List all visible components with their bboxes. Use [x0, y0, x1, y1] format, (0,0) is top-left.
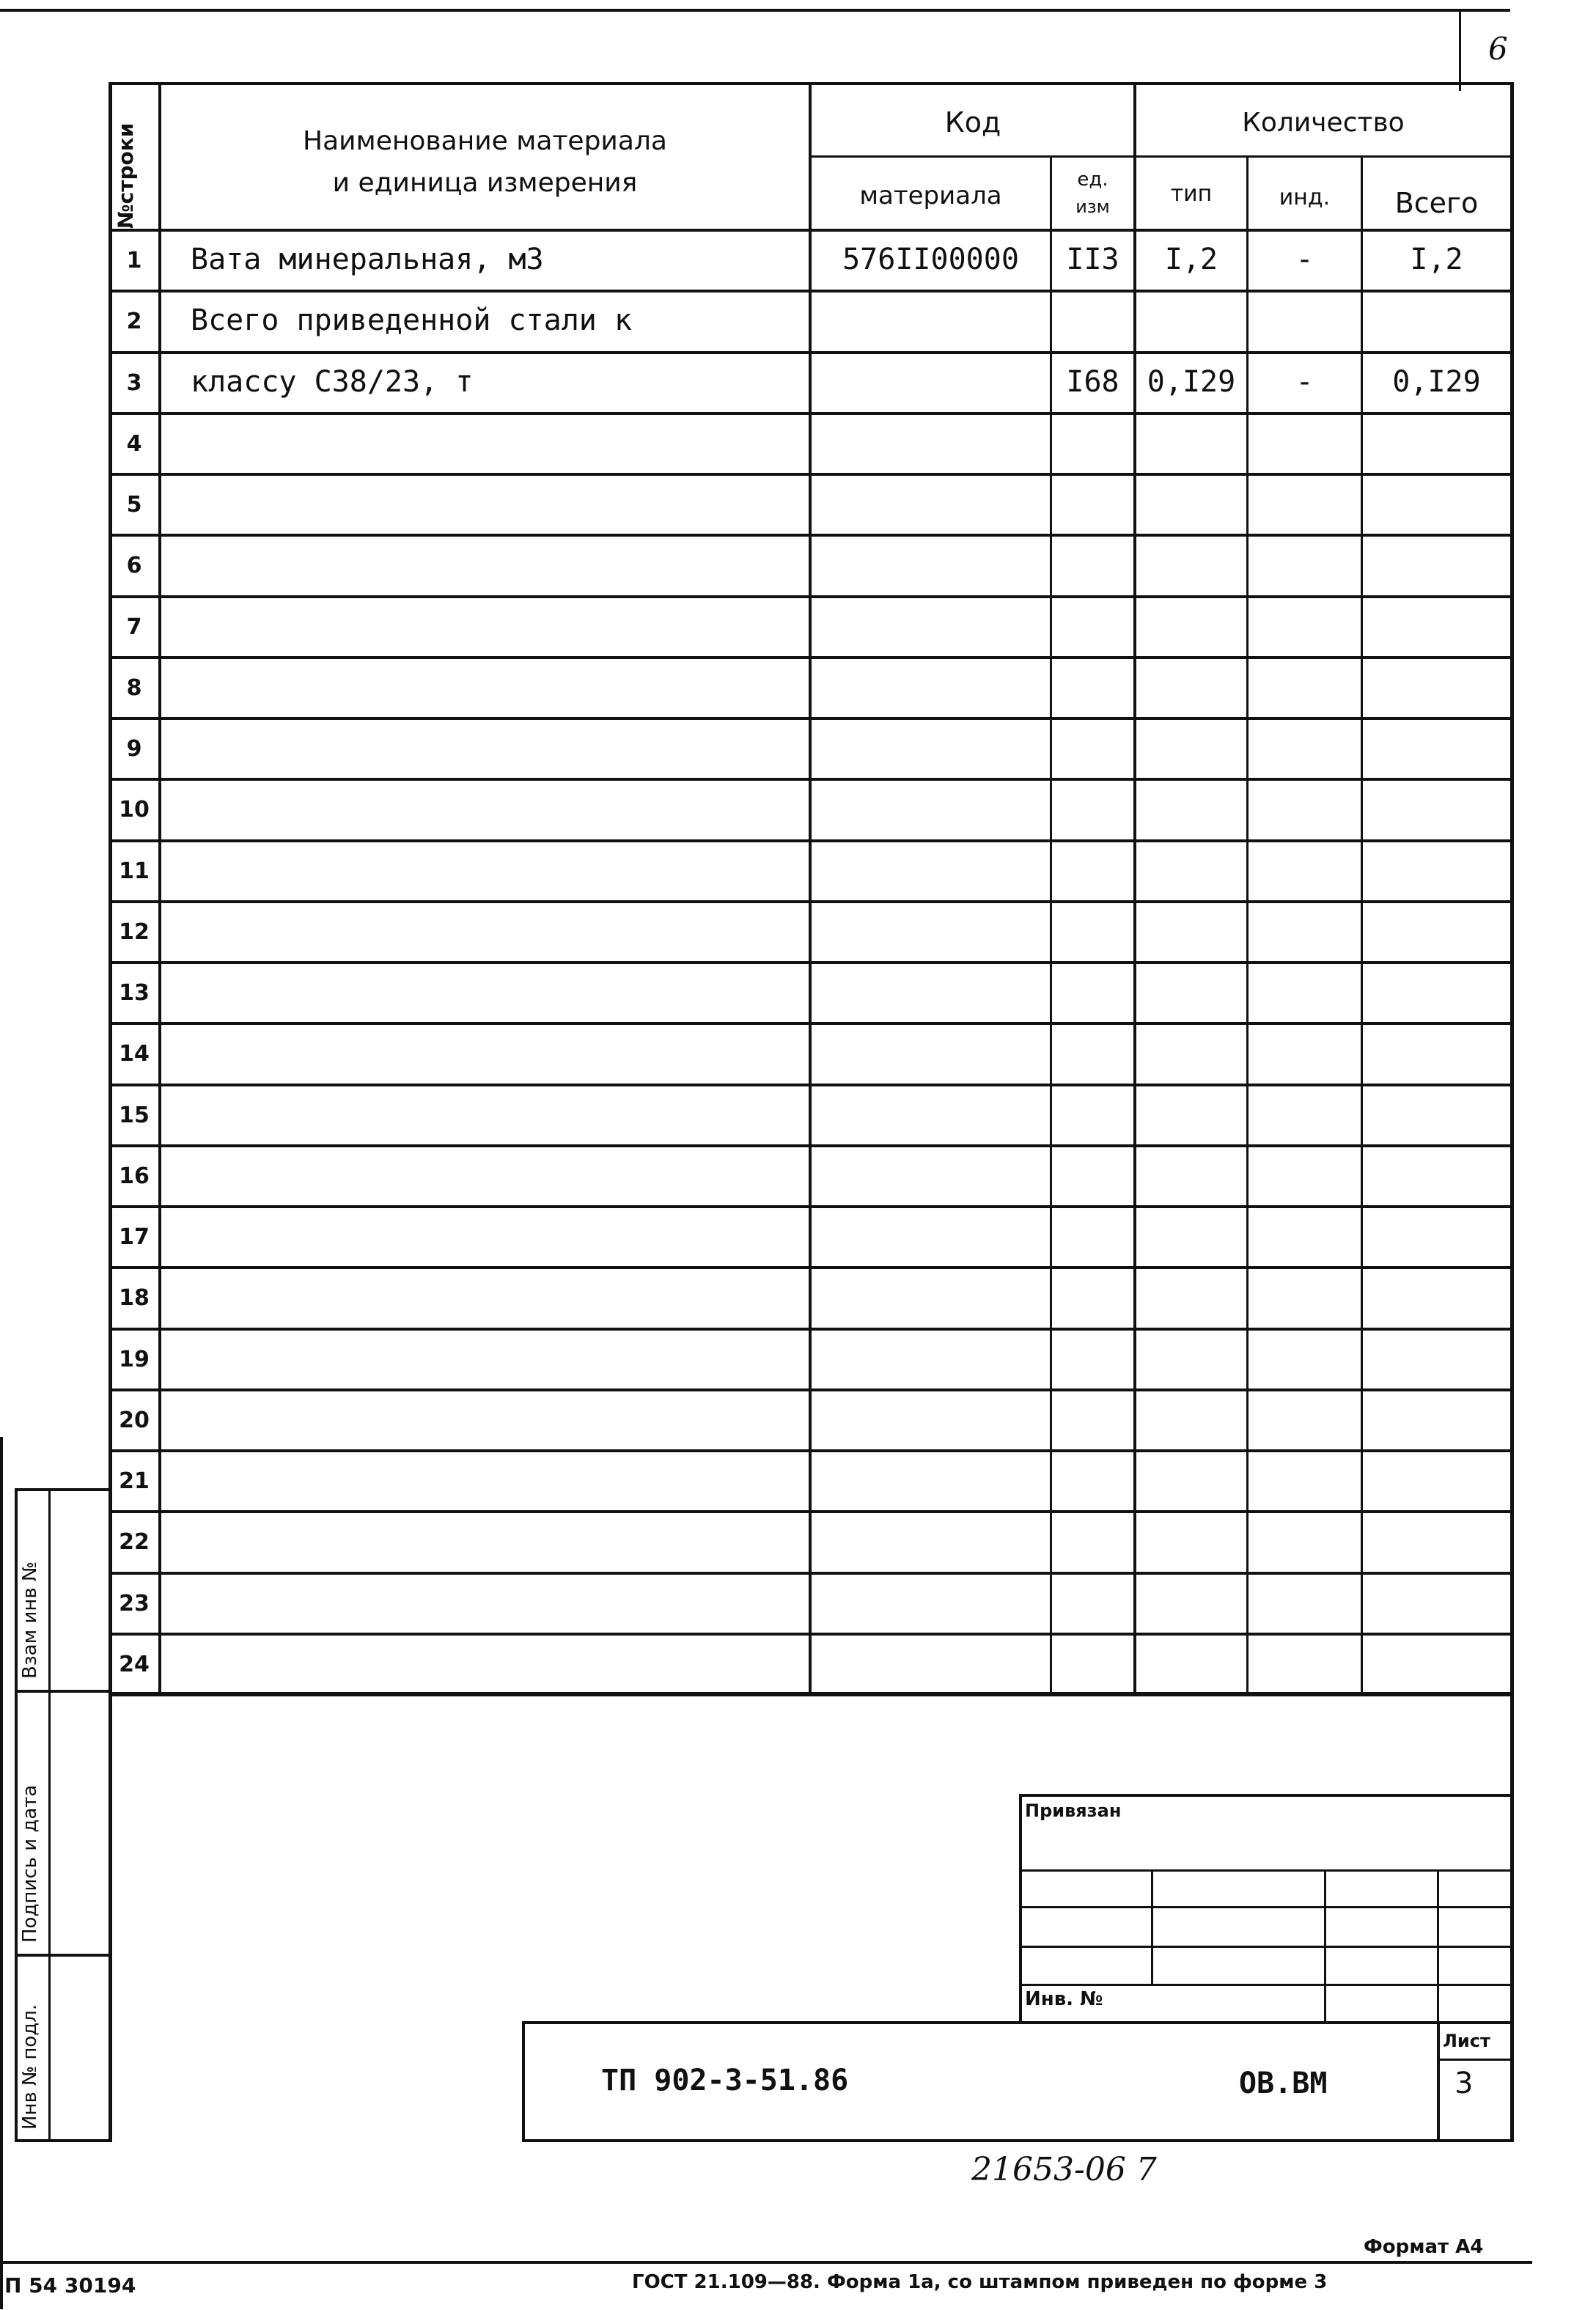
row-number: 3: [126, 369, 142, 396]
cell-ind: -: [1295, 364, 1314, 399]
row-number: 4: [126, 430, 142, 457]
row-number: 16: [119, 1163, 150, 1189]
row-number: 17: [119, 1224, 150, 1250]
row-separator: [109, 1449, 1514, 1452]
stamp-left: [522, 2021, 525, 2142]
row-number: 8: [126, 674, 142, 701]
cell-code: 576II00000: [842, 243, 1019, 276]
row-separator: [109, 839, 1514, 842]
type-header: тип: [1170, 181, 1213, 207]
row-separator: [109, 1510, 1514, 1513]
side-stamp-inner: [48, 1488, 51, 2142]
linked-row3: [1019, 1946, 1514, 1948]
table-right: [1510, 82, 1514, 2142]
row-separator: [109, 1328, 1514, 1331]
row-separator: [109, 1266, 1514, 1269]
row-number: 15: [119, 1102, 150, 1128]
format-label: Формат А4: [1364, 2236, 1484, 2258]
stamp-bottom: [522, 2139, 1514, 2142]
linked-col1: [1151, 1869, 1153, 1984]
row-number: 22: [119, 1529, 150, 1556]
side-stamp-sep2: [15, 1954, 110, 1957]
footer-gost: ГОСТ 21.109—88. Форма 1а, со штампом приведен по форме 3: [632, 2271, 1328, 2293]
material-header: материала: [859, 181, 1002, 210]
row-number: 1: [126, 248, 142, 273]
row-separator: [109, 534, 1514, 537]
unit-header-line1: ед.: [1077, 169, 1108, 191]
cell-ind: -: [1295, 243, 1314, 276]
row-separator: [109, 656, 1514, 659]
row-separator: [109, 1572, 1514, 1575]
linked-row2: [1019, 1906, 1514, 1908]
top-border: [0, 9, 1510, 12]
inv-no-label: Инв. №: [1025, 1988, 1103, 2010]
row-separator: [109, 290, 1514, 293]
side-stamp-left: [15, 1488, 18, 2142]
row-separator: [109, 1084, 1514, 1086]
side-signature-date: Подпись и дата: [19, 1784, 41, 1943]
cell-unit: I68: [1066, 364, 1119, 399]
row-number: 13: [119, 980, 150, 1006]
header-mid: [809, 155, 1514, 158]
cell-type: 0,I29: [1147, 364, 1236, 399]
title-block-top: [109, 1692, 1514, 1695]
ind-header: инд.: [1279, 185, 1331, 210]
row-separator: [109, 412, 1514, 415]
right-margin-tick: [1459, 10, 1461, 91]
row-number: 7: [126, 614, 142, 640]
side-inv-orig: Инв № подл.: [19, 2004, 41, 2130]
row-separator: [109, 1144, 1514, 1147]
row-separator: [109, 778, 1514, 781]
row-number: 5: [126, 492, 142, 518]
row-number: 6: [126, 553, 142, 579]
row-number: 19: [119, 1346, 150, 1372]
sheet-mark: 6: [1488, 31, 1508, 67]
bottom-border: [0, 2261, 1532, 2264]
name-header-line2: и единица измерения: [332, 168, 638, 198]
row-number: 20: [119, 1407, 150, 1433]
quantity-header: Количество: [1242, 108, 1405, 138]
side-replace-inv: Взам инв №: [19, 1562, 41, 1679]
row-separator: [109, 1022, 1514, 1025]
row-separator: [109, 900, 1514, 903]
row-number: 9: [126, 736, 142, 762]
row-number: 10: [119, 797, 150, 823]
linked-row1: [1019, 1869, 1514, 1872]
unit-header-line2: изм: [1075, 196, 1110, 217]
sheet-value: 3: [1455, 2067, 1474, 2100]
cell-name: Вата минеральная, м3: [191, 243, 544, 276]
header-top: [109, 82, 1514, 85]
row-number: 23: [119, 1590, 150, 1616]
row-number: 11: [119, 858, 150, 884]
row-separator: [109, 961, 1514, 964]
row-number: 14: [119, 1041, 150, 1067]
row-number: 2: [126, 309, 142, 335]
side-stamp-sep1: [15, 1690, 110, 1693]
row-number: 21: [119, 1468, 150, 1494]
linked-col3: [1437, 1869, 1439, 2021]
doc-code: ТП 902-3-51.86: [601, 2064, 849, 2097]
side-stamp-top: [15, 1488, 110, 1491]
cell-total: 0,I29: [1392, 364, 1481, 399]
row-separator: [109, 473, 1514, 476]
row-separator: [109, 595, 1514, 598]
code-header: Код: [944, 106, 1001, 139]
linked-col2: [1324, 1869, 1326, 2021]
name-header-line1: Наименование материала: [303, 126, 667, 156]
row-separator: [109, 1388, 1514, 1391]
cell-type: I,2: [1164, 243, 1218, 276]
row-number: 12: [119, 919, 150, 945]
left-border: [0, 1437, 3, 2309]
row-separator: [109, 1633, 1514, 1636]
side-stamp-bottom: [15, 2139, 110, 2142]
row-separator: [109, 1205, 1514, 1208]
cell-name: Всего приведенной стали к: [191, 304, 633, 338]
sheet-label: Лист: [1443, 2031, 1490, 2051]
cell-name: классу С38/23, т: [191, 364, 474, 399]
stamp-sheet-mid: [1437, 2059, 1514, 2061]
row-number: 18: [119, 1285, 150, 1312]
row-number-header: №строки: [114, 122, 138, 229]
linked-label: Привязан: [1025, 1800, 1122, 1821]
row-separator: [109, 351, 1514, 354]
stamp-top: [522, 2021, 1514, 2024]
footer-left-code: П 54 30194: [4, 2273, 136, 2298]
section-code: ОВ.ВМ: [1239, 2067, 1328, 2100]
archive-number: 21653-06 7: [971, 2151, 1157, 2188]
linked-row4: [1019, 1984, 1514, 1986]
row-separator: [109, 717, 1514, 720]
row-separator: [109, 229, 1514, 232]
total-header: Всего: [1394, 187, 1479, 219]
linked-top: [1019, 1794, 1514, 1797]
cell-unit: II3: [1066, 243, 1119, 276]
row-number: 24: [119, 1651, 150, 1677]
cell-total: I,2: [1410, 243, 1463, 276]
stamp-sheet-sep: [1437, 2021, 1440, 2142]
